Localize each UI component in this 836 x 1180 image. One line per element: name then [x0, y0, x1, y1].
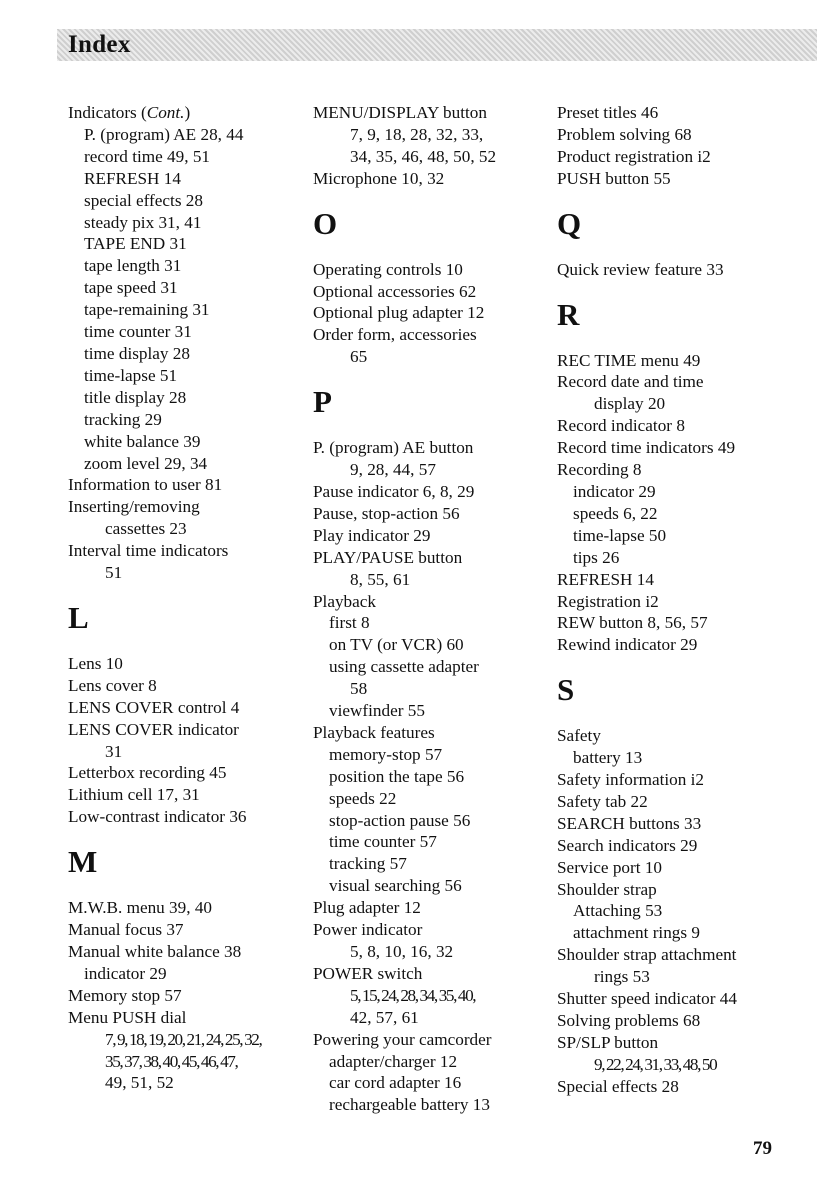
index-entry-text: LENS COVER indicator — [68, 719, 239, 739]
index-entry-text: tracking 57 — [329, 854, 407, 874]
index-entry-text: record time 49, 51 — [84, 146, 211, 166]
index-entry — [68, 784, 318, 806]
index-entry-text: car cord adapter 16 — [329, 1073, 462, 1093]
index-entry-text: Play indicator 29 — [313, 525, 431, 545]
index-entry — [557, 350, 807, 372]
index-entry-text: TAPE END 31 — [84, 234, 187, 254]
index-entry — [68, 897, 318, 919]
index-entry — [557, 725, 807, 747]
index-entry — [313, 744, 563, 766]
index-entry — [68, 697, 318, 719]
index-entry-text: 31 — [105, 741, 123, 761]
index-entry-text: on TV (or VCR) 60 — [329, 635, 464, 655]
index-entry — [313, 634, 563, 656]
index-entry-text: Order form, accessories — [313, 325, 477, 345]
index-entry — [557, 591, 807, 613]
index-entry — [68, 343, 318, 365]
index-entry-text: speeds 22 — [329, 788, 397, 808]
index-entry-text: 5, 15, 24, 28, 34, 35, 40, — [350, 985, 476, 1005]
index-entry — [313, 897, 563, 919]
index-entry — [313, 124, 563, 146]
index-entry-text: cassettes 23 — [105, 519, 187, 539]
index-entry — [557, 1032, 807, 1054]
index-entry-text: Inserting/removing — [68, 497, 200, 517]
index-entry — [68, 675, 318, 697]
index-entry — [68, 431, 318, 453]
index-entry-text: white balance 39 — [84, 431, 201, 451]
index-entry-text: Preset titles 46 — [557, 103, 659, 122]
index-entry-text: POWER switch — [313, 963, 423, 983]
index-entry — [68, 496, 318, 518]
index-entry-text: rings 53 — [594, 967, 650, 987]
index-entry — [557, 146, 807, 168]
index-entry — [313, 146, 563, 168]
index-entry — [313, 963, 563, 985]
index-entry — [313, 919, 563, 941]
index-entry-text: Lithium cell 17, 31 — [68, 785, 200, 805]
index-entry-text: first 8 — [329, 613, 370, 633]
index-entry-text: MENU/DISPLAY button — [313, 103, 487, 122]
index-entry-text: LENS COVER control 4 — [68, 697, 240, 717]
index-entry — [313, 281, 563, 303]
index-entry-text: battery 13 — [573, 748, 643, 768]
index-entry-text: Manual white balance 38 — [68, 942, 242, 961]
index-entry-text: 9, 22, 24, 31, 33, 48, 50 — [594, 1054, 717, 1074]
index-entry — [68, 653, 318, 675]
index-entry — [557, 547, 807, 569]
index-entry-text: speeds 6, 22 — [573, 503, 658, 523]
index-entry — [313, 324, 563, 346]
index-entry-text: Memory stop 57 — [68, 985, 182, 1005]
index-entry-text: Shoulder strap — [557, 879, 657, 899]
index-entry — [557, 525, 807, 547]
index-entry — [557, 124, 807, 146]
index-entry-suffix: ) — [184, 103, 191, 122]
index-entry-text: Optional accessories 62 — [313, 281, 477, 301]
index-entry-text: attachment rings 9 — [573, 923, 700, 943]
index-title: Index — [68, 31, 131, 58]
index-entry-text: rechargeable battery 13 — [329, 1095, 490, 1115]
index-entry — [313, 656, 563, 678]
index-entry — [68, 299, 318, 321]
index-entry-text: Quick review feature 33 — [557, 259, 724, 279]
index-entry-text: Operating controls 10 — [313, 259, 463, 279]
index-entry — [68, 124, 318, 146]
index-entry — [68, 102, 318, 124]
index-entry — [557, 879, 807, 901]
index-entry-text: Letterbox recording 45 — [68, 763, 227, 783]
index-entry-text: 58 — [350, 679, 368, 699]
index-entry — [313, 437, 563, 459]
index-entry — [557, 503, 807, 525]
index-entry — [68, 540, 318, 562]
index-entry-text: tips 26 — [573, 547, 620, 567]
index-entry — [313, 503, 563, 525]
index-entry-text: title display 28 — [84, 387, 187, 407]
index-entry — [557, 168, 807, 190]
index-entry — [557, 569, 807, 591]
index-entry-text: REC TIME menu 49 — [557, 350, 701, 370]
index-entry-text: time-lapse 51 — [84, 365, 178, 385]
index-entry-text: using cassette adapter — [329, 657, 479, 677]
index-entry — [68, 365, 318, 387]
index-entry — [313, 481, 563, 503]
index-entry — [557, 371, 807, 393]
index-entry-text: indicator 29 — [84, 963, 167, 983]
page-number: 79 — [753, 1138, 772, 1159]
index-entry — [313, 259, 563, 281]
index-entry-text: time display 28 — [84, 343, 190, 363]
index-entry-text: indicator 29 — [573, 481, 656, 501]
index-entry-text: Information to user 81 — [68, 475, 223, 495]
index-entry — [313, 700, 563, 722]
index-entry — [68, 474, 318, 496]
index-entry — [68, 963, 318, 985]
index-entry — [557, 769, 807, 791]
index-entry — [557, 791, 807, 813]
index-entry — [68, 985, 318, 1007]
index-entry — [313, 853, 563, 875]
index-entry — [313, 459, 563, 481]
index-entry — [313, 941, 563, 963]
index-entry — [68, 1051, 318, 1073]
index-entry — [313, 1029, 563, 1051]
index-entry-text: 42, 57, 61 — [350, 1007, 419, 1027]
index-entry-text: memory-stop 57 — [329, 744, 443, 764]
index-entry-text: 51 — [105, 563, 123, 583]
index-entry-text: Optional plug adapter 12 — [313, 303, 485, 323]
index-entry — [557, 459, 807, 481]
index-entry-text: PUSH button 55 — [557, 168, 671, 188]
index-entry-text: time counter 57 — [329, 832, 437, 852]
index-entry-text: Record indicator 8 — [557, 416, 685, 436]
index-entry-text: stop-action pause 56 — [329, 810, 471, 830]
index-entry — [68, 146, 318, 168]
index-entry-text: Rewind indicator 29 — [557, 635, 698, 655]
index-entry — [557, 900, 807, 922]
index-entry-text: Safety information i2 — [557, 770, 705, 790]
index-entry-text: viewfinder 55 — [329, 701, 425, 721]
index-entry-text: Interval time indicators — [68, 541, 229, 561]
index-entry — [68, 518, 318, 540]
index-entry-text: Lens 10 — [68, 653, 123, 673]
index-entry-text: Record time indicators 49 — [557, 438, 736, 458]
index-entry-text: Plug adapter 12 — [313, 898, 421, 918]
index-entry — [313, 678, 563, 700]
index-entry-text: Lens cover 8 — [68, 675, 157, 695]
index-entry — [68, 919, 318, 941]
index-entry — [557, 437, 807, 459]
index-entry — [557, 1054, 807, 1076]
index-section-letter: O — [313, 205, 338, 241]
index-entry-text: PLAY/PAUSE button — [313, 547, 463, 567]
index-entry-italic: Cont. — [146, 103, 185, 122]
index-section-letter: P — [313, 384, 332, 420]
index-header-banner — [57, 29, 817, 61]
index-entry-text: display 20 — [594, 394, 666, 414]
index-entry — [557, 393, 807, 415]
index-entry — [313, 875, 563, 897]
index-entry — [313, 547, 563, 569]
index-entry — [68, 212, 318, 234]
index-entry-text: Safety tab 22 — [557, 791, 648, 811]
index-entry — [313, 302, 563, 324]
index-entry — [313, 591, 563, 613]
index-entry-text: Playback features — [313, 722, 435, 742]
index-entry — [68, 941, 318, 963]
index-entry-text: 35, 37, 38, 40, 45, 46, 47, — [105, 1051, 238, 1071]
index-entry-text: Problem solving 68 — [557, 124, 692, 144]
index-entry — [557, 1076, 807, 1098]
index-entry-text: SP/SLP button — [557, 1032, 659, 1052]
index-entry — [68, 762, 318, 784]
index-entry — [557, 966, 807, 988]
index-entry — [68, 255, 318, 277]
index-entry — [68, 806, 318, 828]
index-entry-text: Playback — [313, 591, 377, 611]
index-entry-text: Menu PUSH dial — [68, 1007, 187, 1027]
index-entry-text: 49, 51, 52 — [105, 1073, 174, 1093]
index-section-letter: R — [557, 296, 580, 332]
index-entry — [68, 321, 318, 343]
index-entry — [68, 453, 318, 475]
index-entry — [557, 944, 807, 966]
index-entry-text: Pause, stop-action 56 — [313, 503, 460, 523]
index-entry — [557, 813, 807, 835]
index-entry — [68, 741, 318, 763]
index-entry — [68, 190, 318, 212]
index-entry — [557, 1010, 807, 1032]
index-section-letter: L — [68, 599, 89, 635]
index-entry — [557, 102, 807, 124]
index-entry-text: Product registration i2 — [557, 146, 711, 166]
index-entry-text: Attaching 53 — [573, 901, 663, 921]
index-entry-text: time counter 31 — [84, 322, 192, 342]
index-entry — [557, 835, 807, 857]
index-entry-text: Pause indicator 6, 8, 29 — [313, 481, 475, 501]
index-entry-text: P. (program) AE button — [313, 438, 474, 458]
index-entry-text: Record date and time — [557, 372, 704, 392]
index-entry — [557, 481, 807, 503]
index-section-letter: M — [68, 844, 98, 880]
index-entry-text: tracking 29 — [84, 409, 162, 429]
index-entry — [557, 259, 807, 281]
index-entry-text: Safety — [557, 726, 601, 746]
index-entry-text: 34, 35, 46, 48, 50, 52 — [350, 146, 497, 166]
index-entry — [313, 788, 563, 810]
index-entry-text: Shutter speed indicator 44 — [557, 989, 737, 1009]
index-entry — [68, 1029, 318, 1051]
index-entry-text: Solving problems 68 — [557, 1011, 701, 1030]
index-entry-text: P. (program) AE 28, 44 — [84, 124, 244, 144]
index-entry-text: 5, 8, 10, 16, 32 — [350, 942, 454, 961]
index-entry-text: Powering your camcorder — [313, 1029, 492, 1049]
index-section-letter: Q — [557, 205, 582, 241]
index-entry-text: position the tape 56 — [329, 766, 465, 786]
index-entry-text: SEARCH buttons 33 — [557, 813, 702, 833]
index-entry — [557, 612, 807, 634]
index-column-3 — [557, 102, 807, 1098]
index-entry-text: visual searching 56 — [329, 876, 462, 896]
index-entry-text: Shoulder strap attachment — [557, 945, 737, 965]
index-entry — [313, 1072, 563, 1094]
index-entry-text: tape-remaining 31 — [84, 300, 210, 320]
index-entry — [313, 102, 563, 124]
index-column-1 — [68, 102, 318, 1094]
index-entry-text: REW button 8, 56, 57 — [557, 613, 708, 633]
index-entry — [557, 922, 807, 944]
index-entry — [313, 1094, 563, 1116]
index-entry-text: Service port 10 — [557, 857, 663, 877]
index-entry-text: Low-contrast indicator 36 — [68, 807, 247, 827]
index-entry-text: Indicators ( — [68, 103, 147, 122]
index-entry-text: REFRESH 14 — [84, 168, 181, 188]
index-entry-text: tape speed 31 — [84, 278, 178, 298]
index-entry-text: 8, 55, 61 — [350, 569, 411, 589]
index-entry-text: 7, 9, 18, 28, 32, 33, — [350, 124, 484, 144]
index-entry-text: steady pix 31, 41 — [84, 212, 202, 232]
index-entry-text: special effects 28 — [84, 190, 203, 210]
index-entry — [68, 168, 318, 190]
index-entry — [313, 766, 563, 788]
index-entry — [313, 831, 563, 853]
index-entry-text: 7, 9, 18, 19, 20, 21, 24, 25, 32, — [105, 1029, 262, 1049]
index-entry — [557, 415, 807, 437]
index-entry — [313, 810, 563, 832]
index-entry — [313, 525, 563, 547]
index-entry — [68, 1072, 318, 1094]
index-entry-text: Registration i2 — [557, 591, 659, 611]
index-entry — [68, 409, 318, 431]
index-entry-text: M.W.B. menu 39, 40 — [68, 898, 213, 918]
index-entry — [313, 1051, 563, 1073]
index-entry — [68, 387, 318, 409]
index-entry-text: 65 — [350, 347, 368, 367]
index-entry-text: time-lapse 50 — [573, 525, 667, 545]
index-entry-text: Recording 8 — [557, 460, 642, 480]
index-entry-text: 9, 28, 44, 57 — [350, 460, 436, 480]
index-section-letter: S — [557, 672, 575, 708]
index-entry — [68, 719, 318, 741]
index-entry-text: Manual focus 37 — [68, 920, 184, 940]
index-entry — [313, 168, 563, 190]
index-entry — [557, 634, 807, 656]
index-entry-text: tape length 31 — [84, 256, 182, 276]
index-entry-text: REFRESH 14 — [557, 569, 654, 589]
index-entry — [313, 569, 563, 591]
index-entry-text: Search indicators 29 — [557, 835, 698, 855]
index-entry — [68, 1007, 318, 1029]
index-entry — [313, 612, 563, 634]
index-entry-text: Microphone 10, 32 — [313, 168, 445, 188]
index-entry — [557, 988, 807, 1010]
index-entry — [68, 277, 318, 299]
index-entry — [68, 233, 318, 255]
index-entry — [68, 562, 318, 584]
index-entry — [557, 857, 807, 879]
index-entry-text: adapter/charger 12 — [329, 1051, 458, 1071]
index-entry — [557, 747, 807, 769]
index-entry — [313, 985, 563, 1007]
index-entry — [313, 1007, 563, 1029]
index-entry — [313, 346, 563, 368]
index-column-2 — [313, 102, 563, 1116]
index-entry-text: Power indicator — [313, 920, 423, 940]
index-entry-text: Special effects 28 — [557, 1076, 679, 1096]
index-entry-text: zoom level 29, 34 — [84, 453, 208, 473]
index-entry — [313, 722, 563, 744]
